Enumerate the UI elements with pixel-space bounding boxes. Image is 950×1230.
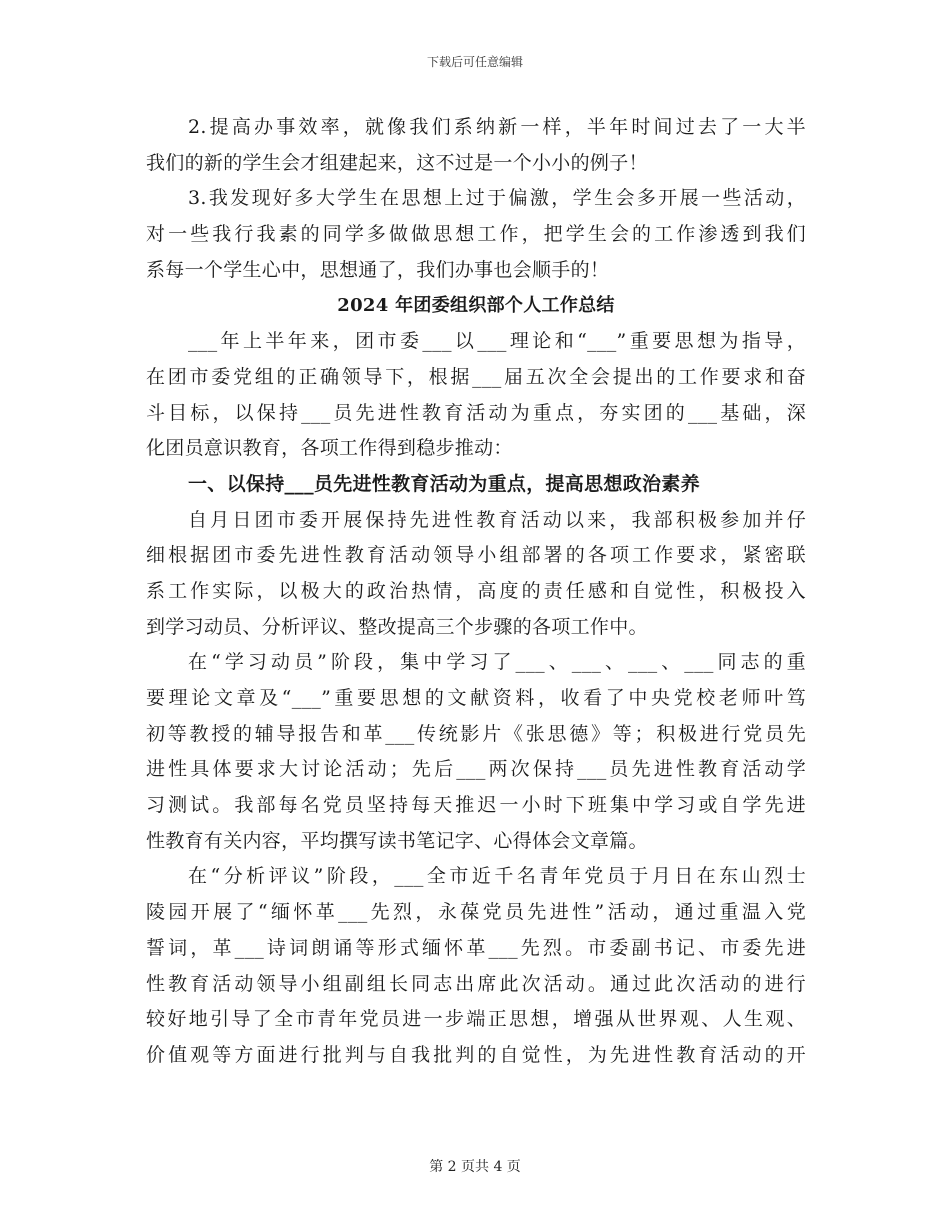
- paragraph-line: 在“分析评议”阶段，___全市近千名青年党员于月日在东山烈士: [188, 865, 806, 888]
- document-title: 2024 年团委组织部个人工作总结: [337, 295, 615, 317]
- paragraph-line: 在“学习动员”阶段，集中学习了___、___、___、___同志的重: [188, 651, 806, 674]
- paragraph-line: 在团市委党组的正确领导下，根据___届五次全会提出的工作要求和奋: [146, 365, 806, 388]
- paragraph-line: 自月日团市委开展保持先进性教育活动以来，我部积极参加并仔: [188, 508, 806, 531]
- paragraph-line: 3.我发现好多大学生在思想上过于偏激，学生会多开展一些活动，: [188, 187, 806, 210]
- paragraph-line: 斗目标，以保持___员先进性教育活动为重点，夯实团的___基础，深: [146, 401, 806, 424]
- paragraph-line: 较好地引导了全市青年党员进一步端正思想，增强从世界观、人生观、: [146, 1008, 806, 1031]
- paragraph-line: 价值观等方面进行批判与自我批判的自觉性，为先进性教育活动的开: [146, 1043, 806, 1066]
- paragraph-line: 陵园开展了“缅怀革___先烈，永葆党员先进性”活动，通过重温入党: [146, 901, 806, 924]
- paragraph-line: 系工作实际，以极大的政治热情，高度的责任感和自觉性，积极投入: [146, 579, 806, 602]
- paragraph-line: 对一些我行我素的同学多做做思想工作，把学生会的工作渗透到我们: [146, 223, 806, 246]
- paragraph-line: ___年上半年来，团市委___以___理论和“___”重要思想为指导，: [188, 330, 806, 353]
- paragraph-line: 要理论文章及“___”重要思想的文献资料，收看了中央党校老师叶笃: [146, 687, 806, 709]
- paragraph-line: 初等教授的辅导报告和革___传统影片《张思德》等；积极进行党员先: [146, 722, 806, 745]
- paragraph-line: 我们的新的学生会才组建起来，这不过是一个小小的例子！: [146, 151, 648, 174]
- paragraph-line: 细根据团市委先进性教育活动领导小组部署的各项工作要求，紧密联: [146, 544, 806, 567]
- paragraph-line: 进性具体要求大讨论活动；先后___两次保持___员先进性教育活动学: [146, 758, 806, 781]
- paragraph-line: 化团员意识教育，各项工作得到稳步推动：: [146, 437, 513, 460]
- paragraph-line: 到学习动员、分析评议、整改提高三个步骤的各项工作中。: [146, 615, 648, 638]
- paragraph-line: 性教育有关内容，平均撰写读书笔记字、心得体会文章篇。: [146, 829, 648, 852]
- paragraph-line: 性教育活动领导小组副组长同志出席此次活动。通过此次活动的进行: [146, 972, 806, 995]
- paragraph-line: 2.提高办事效率，就像我们系纳新一样，半年时间过去了一大半: [188, 116, 806, 138]
- paragraph-line: 习测试。我部每名党员坚持每天推迟一小时下班集中学习或自学先进: [146, 794, 806, 817]
- page-footer: 第 2 页共 4 页: [429, 1159, 521, 1175]
- page-header: 下载后可任意编辑: [426, 55, 523, 69]
- section-heading: 一、以保持___员先进性教育活动为重点，提高思想政治素养: [188, 472, 700, 495]
- document-body: [146, 110, 806, 1074]
- paragraph-line: 系每一个学生心中，思想通了，我们办事也会顺手的！: [146, 258, 610, 281]
- paragraph-line: 誓词，革___诗词朗诵等形式缅怀革___先烈。市委副书记、市委先进: [146, 936, 806, 959]
